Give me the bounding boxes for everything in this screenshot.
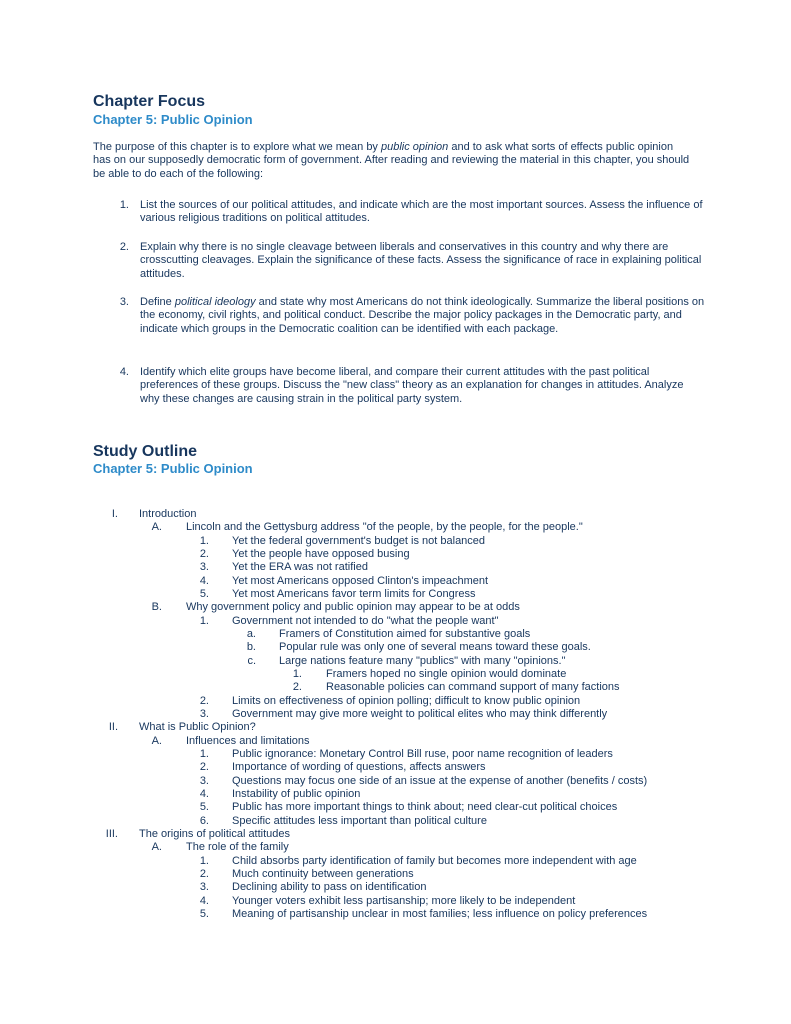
outline-text: Child absorbs party identification of family but becomes more independent with age (232, 855, 637, 867)
outline-marker: 2. (199, 695, 209, 707)
outline-text: Public has more important things to think about; need clear-cut political choices (232, 801, 618, 813)
outline-marker: A. (151, 521, 162, 533)
outline-marker: 1. (199, 855, 209, 867)
outline-marker: 2. (199, 761, 209, 773)
outline-marker: II. (108, 721, 118, 733)
outline-text: Yet the federal government's budget is not balanced (232, 535, 486, 547)
outline-text: Government not intended to do "what the people want" (232, 615, 499, 627)
outline-marker: 5. (199, 801, 209, 813)
outline-marker: 6. (199, 815, 209, 827)
outline-text: Reasonable policies can command support of many factions (326, 681, 620, 693)
outline-marker: 4. (199, 788, 209, 800)
outline-marker: 2. (199, 868, 209, 880)
outline-text: The origins of political attitudes (139, 828, 291, 840)
outline-text: Instability of public opinion (232, 788, 361, 800)
outline-text: Importance of wording of questions, affects answers (232, 761, 486, 773)
outline-text: Yet most Americans favor term limits for Congress (232, 588, 476, 600)
focus-item-number: 4. (119, 366, 129, 378)
outline-marker: I. (111, 508, 118, 520)
outline-marker: B. (151, 601, 162, 613)
chapter-focus-subtitle: Chapter 5: Public Opinion (93, 112, 253, 127)
outline-text: Why government policy and public opinion may appear to be at odds (186, 601, 520, 613)
outline-text: Lincoln and the Gettysburg address "of the people, by the people, for the people." (186, 521, 583, 533)
outline-marker: 2. (199, 548, 209, 560)
intro-text-post: and to ask what sorts of effects public opinion has on our supposedly democratic form of government. After reading and reviewing the material in this chapter, you should be able to do each of the following: (93, 141, 690, 180)
intro-text-em: public opinion (381, 141, 449, 153)
outline-marker: III. (105, 828, 118, 840)
outline-text: Specific attitudes less important than political culture (232, 815, 487, 827)
outline-marker: 1. (199, 748, 209, 760)
outline-text: What is Public Opinion? (139, 721, 256, 733)
focus-item-number: 3. (119, 296, 129, 308)
outline-text: Questions may focus one side of an issue at the expense of another (benefits / costs) (232, 775, 648, 787)
outline-marker: 1. (199, 615, 209, 627)
outline-marker: 1. (199, 535, 209, 547)
study-outline-subtitle: Chapter 5: Public Opinion (93, 461, 253, 476)
intro-text-pre: The purpose of this chapter is to explore what we mean by (93, 141, 381, 153)
outline-text: Yet the ERA was not ratified (232, 561, 368, 573)
outline-marker: 3. (199, 561, 209, 573)
focus-item-text: Identify which elite groups have become liberal, and compare their current attitudes with the past political preferences of these groups. Discuss the "new class" theory as an explanation for changes in attitudes. Analyze why these changes are causing strain in the political party system. (140, 366, 684, 405)
outline-text: Influences and limitations (186, 735, 310, 747)
outline-text: Yet most Americans opposed Clinton's impeachment (232, 575, 489, 587)
outline-text: Framers of Constitution aimed for substantive goals (279, 628, 531, 640)
chapter-focus-title: Chapter Focus (93, 93, 206, 110)
outline-marker: A. (151, 735, 162, 747)
outline-marker: c. (247, 655, 256, 667)
outline-text: Government may give more weight to political elites who may think differently (232, 708, 608, 720)
focus-item-text: List the sources of our political attitudes, and indicate which are the most important sources. Assess the influence of various religious traditions on political attitudes. (140, 199, 703, 225)
outline-text: Introduction (139, 508, 197, 520)
outline-marker: 3. (199, 881, 209, 893)
outline-text: Declining ability to pass on identification (232, 881, 427, 893)
outline-text: Public ignorance: Monetary Control Bill ruse, poor name recognition of leaders (232, 748, 613, 760)
outline-marker: 3. (199, 708, 209, 720)
outline-marker: 2. (292, 681, 302, 693)
outline-marker: 3. (199, 775, 209, 787)
outline-marker: a. (246, 628, 256, 640)
outline-marker: 5. (199, 908, 209, 920)
outline-text: Large nations feature many "publics" with many "opinions." (279, 655, 566, 667)
outline-text: Popular rule was only one of several means toward these goals. (279, 641, 591, 653)
outline-marker: 4. (199, 895, 209, 907)
focus-item-number: 1. (119, 199, 129, 211)
outline-marker: 5. (199, 588, 209, 600)
focus-item-text: Explain why there is no single cleavage between liberals and conservatives in this country and why there are crosscutting cleavages. Explain the significance of these facts. Assess the significance of race in explaining political attitudes. (140, 241, 702, 280)
outline-marker: b. (246, 641, 256, 653)
outline-text: Yet the people have opposed busing (232, 548, 410, 560)
focus-item-text: Define political ideology and state why most Americans do not think ideologically. Summarize the liberal positions on the economy, civil rights, and political conduct. Describe the major policy packages in the Democratic party, and indicate which groups in the Democratic coalition can be identified with each package. (140, 296, 705, 335)
outline-text: The role of the family (186, 841, 289, 853)
focus-intro (93, 141, 693, 181)
outline-text: Much continuity between generations (232, 868, 414, 880)
focus-item-number: 2. (119, 241, 129, 253)
outline-text: Limits on effectiveness of opinion polling; difficult to know public opinion (232, 695, 581, 707)
outline-marker: A. (151, 841, 162, 853)
study-outline-title: Study Outline (93, 443, 197, 460)
outline-text: Framers hoped no single opinion would dominate (326, 668, 567, 680)
outline-marker: 4. (199, 575, 209, 587)
outline-text: Younger voters exhibit less partisanship; more likely to be independent (232, 895, 576, 907)
outline-text: Meaning of partisanship unclear in most families; less influence on policy preferences (232, 908, 648, 920)
outline-marker: 1. (292, 668, 302, 680)
